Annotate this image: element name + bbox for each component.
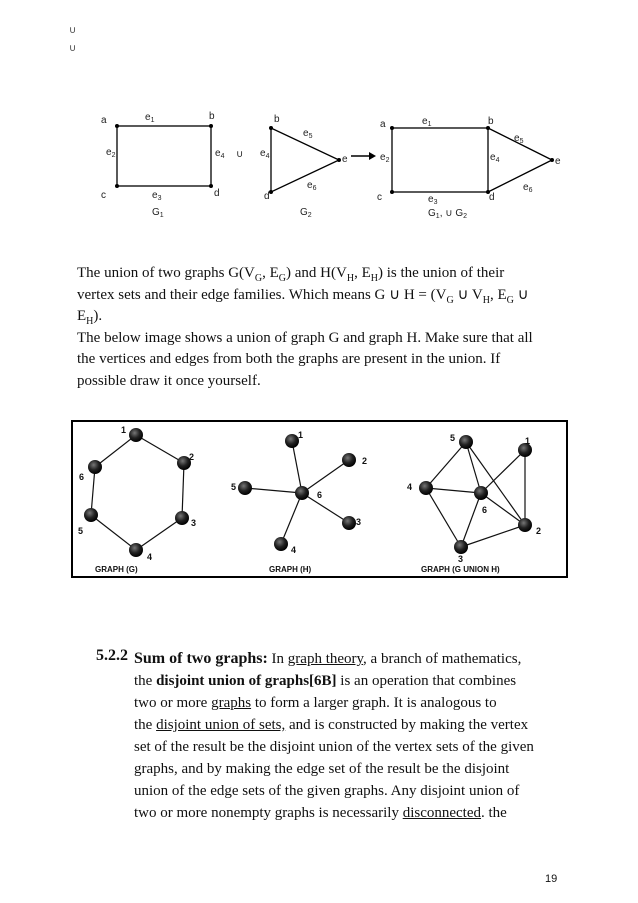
node-label: 5 — [231, 482, 237, 492]
graph-caption: GRAPH (G) — [95, 565, 138, 574]
graph-node — [518, 518, 532, 532]
node-label: 6 — [79, 472, 85, 482]
graph-node — [84, 508, 98, 522]
node-label: 3 — [191, 518, 197, 528]
graph-node — [129, 543, 143, 557]
vertex-label: c — [377, 192, 382, 203]
graph-node — [88, 460, 102, 474]
graph-node — [474, 486, 488, 500]
edge-label: $e_1$ — [422, 116, 432, 128]
edge-label: $e_3$ — [428, 194, 438, 206]
edge-label: $e_2$ — [380, 152, 390, 164]
text-line: the disjoint union of graphs[6B] is an operation that combines — [134, 673, 517, 689]
link-disjoint-union-of-sets[interactable]: disjoint union of sets, — [156, 717, 286, 733]
graph-node — [342, 453, 356, 467]
node-label: 1 — [525, 436, 531, 446]
text-line: Sum of two graphs: In graph theory, a branch of mathematics, — [134, 650, 522, 667]
bold-term: disjoint union of graphs[6B] — [156, 673, 337, 689]
node-label: 2 — [189, 452, 195, 462]
edge-label: $e_4$ — [215, 148, 225, 160]
graph-node — [129, 428, 143, 442]
vertex-label: b — [209, 111, 215, 122]
graph-g2 — [260, 114, 348, 219]
graph-node — [274, 537, 288, 551]
stray-union-glyph: ∪ — [69, 25, 77, 36]
graph-union-figure — [90, 108, 580, 233]
text-line: graphs, and by making the edge set of the result be the disjoint — [134, 761, 510, 777]
text-line: two or more nonempty graphs is necessarily disconnected. the — [134, 805, 507, 821]
text-line: set of the result be the disjoint union of the vertex sets of the given — [134, 739, 534, 755]
node-label: 6 — [317, 490, 323, 500]
graph-g — [91, 435, 184, 550]
section-number: 5.2.2 — [96, 647, 128, 664]
text-line: the vertices and edges from both the graphs are present in the union. If — [77, 351, 501, 367]
graph-node — [285, 434, 299, 448]
link-graph-theory[interactable]: graph theory — [287, 651, 364, 667]
vertex-label: e — [555, 156, 561, 167]
text-line: vertex sets and their edge families. Which means G ∪ $H = (V_G$ ∪ $V_H$, $E_G$ ∪ — [77, 286, 529, 306]
edge-label: $e_4$ — [260, 148, 270, 160]
vertex-label: c — [101, 190, 106, 201]
text-line: two or more graphs to form a larger graph. It is analogous to — [134, 695, 497, 711]
graph-label: $G_2$ — [300, 207, 312, 219]
edge-label: $e_6$ — [523, 182, 533, 194]
edge-label: $e_3$ — [152, 190, 162, 202]
node-label: 5 — [78, 526, 84, 536]
node-label: 1 — [121, 425, 127, 435]
edge-label: $e_6$ — [307, 180, 317, 192]
vertex-label: d — [214, 188, 220, 199]
node-label: 5 — [450, 433, 456, 443]
graph-node — [419, 481, 433, 495]
node-label: 2 — [536, 526, 542, 536]
graph-caption: GRAPH (H) — [269, 565, 312, 574]
section-heading — [96, 647, 130, 665]
union-definition-paragraph — [77, 263, 577, 392]
graph-caption: GRAPH (G UNION H) — [421, 565, 500, 574]
link-disconnected[interactable]: disconnected — [402, 805, 482, 821]
node-label: 2 — [362, 456, 368, 466]
vertex-label: a — [101, 115, 107, 126]
graph-node — [454, 540, 468, 554]
text-line: the disjoint union of sets, and is constructed by making the vertex — [134, 717, 529, 733]
page-number: 19 — [545, 873, 558, 885]
node-label: 4 — [407, 482, 413, 492]
vertex-label: a — [380, 119, 386, 130]
section-body — [134, 648, 574, 824]
stray-union-glyph: ∪ — [69, 43, 77, 54]
vertex-label: b — [274, 114, 280, 125]
graph-node — [238, 481, 252, 495]
node-label: 4 — [147, 552, 153, 562]
graph-union-example-figure — [71, 420, 568, 578]
vertex-label: e — [342, 154, 348, 165]
vertex-label: d — [264, 191, 270, 202]
graph-node — [175, 511, 189, 525]
node-label: 4 — [291, 545, 297, 555]
graph-node — [295, 486, 309, 500]
edge-label: $e_5$ — [514, 133, 524, 145]
section-title: Sum of two graphs: — [134, 650, 268, 667]
text-line: The union of two graphs $G(V_G$, $E_G$) and $H(V_H$, $E_H$) is the union of their — [77, 265, 505, 284]
graph-g1 — [101, 111, 225, 219]
arrow-icon — [351, 152, 376, 160]
graph-node — [342, 516, 356, 530]
edge-label: $e_5$ — [303, 128, 313, 140]
node-label: 3 — [458, 554, 464, 564]
text-line: union of the edge sets of the given graphs. Any disjoint union of — [134, 783, 520, 799]
union-symbol: ∪ — [236, 149, 244, 160]
vertex-label: b — [488, 116, 494, 127]
edge-label: $e_2$ — [106, 147, 116, 159]
node-label: 1 — [298, 430, 304, 440]
vertex-label: d — [489, 192, 495, 203]
text-line: $E_H$). — [77, 308, 103, 327]
edge-label: $e_1$ — [145, 112, 155, 124]
graph-node — [459, 435, 473, 449]
node-label: 3 — [356, 517, 362, 527]
text-line: The below image shows a union of graph G and graph H. Make sure that all — [77, 329, 533, 346]
graph-union-result — [377, 116, 561, 220]
edge-label: $e_4$ — [490, 152, 500, 164]
link-graphs[interactable]: graphs — [211, 695, 252, 711]
text-line: possible draw it once yourself. — [77, 372, 261, 389]
node-label: 6 — [482, 505, 488, 515]
graph-label: $G_1$ — [152, 207, 164, 219]
graph-label: $G_1$, ∪ $G_2$ — [428, 208, 468, 220]
